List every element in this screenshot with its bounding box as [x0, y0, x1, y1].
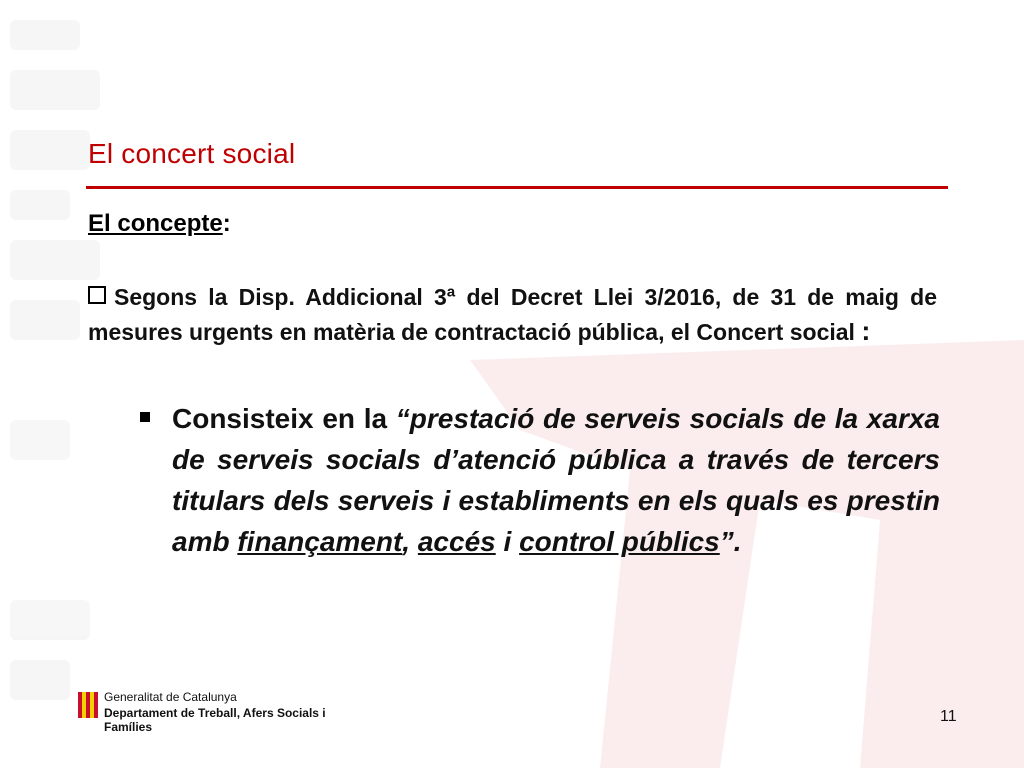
paragraph1-text: Segons la Disp. Addicional 3ª del Decret Llei 3/2016, de 31 de maig de mesures urgents en matèria de contractació pública, el Concert social — [88, 284, 937, 345]
paragraph-legal-reference — [88, 280, 937, 349]
definition-end: ”. — [719, 526, 742, 557]
logo-department-name: Departament de Treball, Afers Socials i Famílies — [104, 706, 326, 734]
definition-bullet — [140, 398, 940, 562]
definition-separator-2: i — [495, 526, 520, 557]
senyera-icon — [78, 692, 98, 718]
paragraph-definition — [172, 398, 940, 562]
definition-separator-1: , — [402, 526, 418, 557]
paragraph1-colon: : — [861, 316, 871, 346]
square-bullet-icon — [140, 412, 150, 422]
slide-title: El concert social — [88, 138, 296, 169]
definition-term-control: control públics — [519, 526, 720, 557]
section-subtitle — [88, 210, 231, 238]
page-number: 11 — [940, 708, 957, 725]
generalitat-logo — [74, 690, 354, 734]
definition-quote: “prestació de serveis socials de la xarxa de serveis socials d’atenció pública a través de tercers titulars dels serveis i establiments en els quals es prestin amb — [172, 403, 940, 557]
logo-org-name: Generalitat de Catalunya — [104, 690, 237, 704]
definition-lead: Consisteix en la — [172, 403, 396, 434]
definition-term-acces: accés — [417, 526, 496, 557]
checkbox-bullet-icon — [88, 286, 106, 304]
subtitle-colon: : — [222, 210, 231, 237]
title-divider — [86, 186, 948, 189]
subtitle-text: El concepte — [88, 210, 223, 237]
definition-term-financament: finançament — [237, 526, 403, 557]
